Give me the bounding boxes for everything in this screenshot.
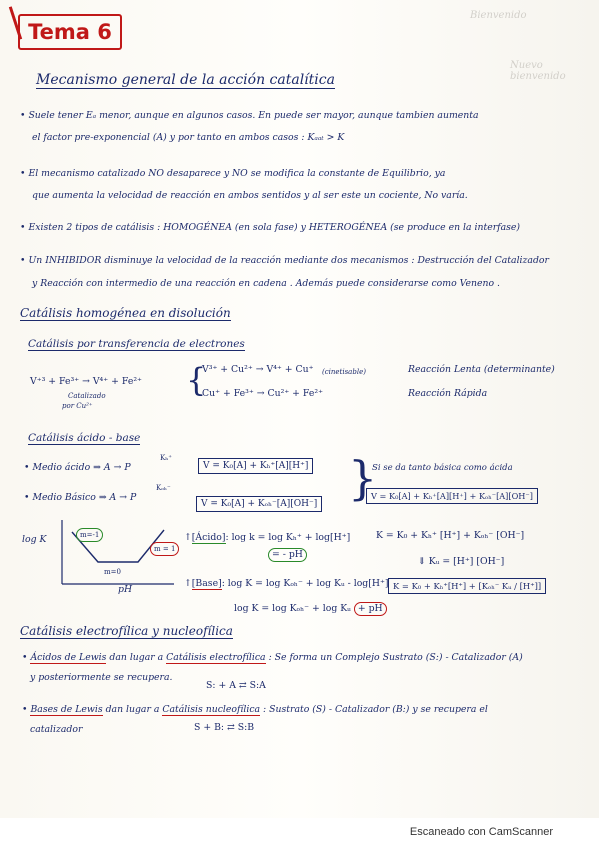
bullet-line-2: el factor pre-exponencial (A) y por tanto en ambos casos : Kₐₐₜ > K (32, 132, 345, 143)
base-dependence-2: log K = log Kₒₕ⁻ + log Kᵤ + pH (234, 602, 387, 616)
box-rate-combined: V = K₀[A] + Kₕ⁺[A][H⁺] + Kₒₕ⁻[A][OH⁻] (366, 488, 538, 504)
kw-equation: ⇓ Kᵤ = [H⁺] [OH⁻] (418, 556, 505, 567)
acid-base-brace: } (348, 451, 378, 505)
k-sum-equation: K = K₀ + Kₕ⁺ [H⁺] + Kₒₕ⁻ [OH⁻] (376, 530, 525, 541)
bullet-line-3: • El mecanismo catalizado NO desaparece y NO se modifica la constante de Equilibrio, ya (20, 168, 446, 179)
title-box: Tema 6 (18, 14, 122, 50)
box-rate-acid: V = K₀[A] + Kₕ⁺[A][H⁺] (198, 458, 313, 474)
acido-dependence: ↑[Ácido]: log k = log Kₕ⁺ + log[H⁺] (184, 532, 351, 543)
lewis-acid-line: • Ácidos de Lewis dan lugar a Catálisis electrofílica : Se forma un Complejo Sustrato (S:) - Catalizador (A) (22, 652, 523, 663)
slope-plus-one: m = 1 (150, 542, 179, 556)
lewis-acid-equation: S: + A ⇄ S:A (206, 680, 266, 691)
transfer-step-2-label: Reacción Rápida (408, 388, 488, 399)
scanner-watermark: Escaneado con CamScanner (409, 826, 553, 838)
transfer-step-1-note: (cinetisable) (322, 368, 366, 376)
lewis-base-line: • Bases de Lewis dan lugar a Catálisis nucleofílica : Sustrato (S) - Catalizador (B:) y se recupera el (22, 704, 488, 715)
slope-minus-one: m=-1 (76, 528, 103, 542)
medio-acido-line: • Medio ácido ⇒ A → P (24, 462, 131, 473)
bullet-line-1: • Suele tener Eₐ menor, aunque en algunos casos. En puede ser mayor, aunque tambien aumenta (20, 110, 479, 121)
transfer-step-2: Cu⁺ + Fe³⁺ → Cu²⁺ + Fe²⁺ (202, 388, 323, 399)
box-rate-base: V = K₀[A] + Kₒₕ⁻[A][OH⁻] (196, 496, 322, 512)
transfer-brace: { (186, 361, 207, 399)
transfer-step-1-label: Reacción Lenta (determinante) (408, 364, 555, 375)
transfer-step-1: V³⁺ + Cu²⁺ → V⁴⁺ + Cu⁺ (202, 364, 314, 375)
section-heading-electrofilica: Catálisis electrofílica y nucleofílica (20, 624, 233, 638)
lewis-base-line-2: catalizador (30, 724, 83, 735)
bullet-line-5: • Existen 2 tipos de catálisis : HOMOGÉNEA (en sola fase) y HETEROGÉNEA (se produce en la interfase) (20, 222, 521, 233)
subheading-acido-base: Catálisis ácido - base (28, 432, 141, 444)
box-k-final: K = K₀ + Kₕ⁺[H⁺] + [Kₒₕ⁻ Kᵤ / [H⁺]] (388, 578, 546, 594)
logk-axis-label: log K (22, 534, 47, 545)
lewis-base-equation: S + B: ⇄ S:B (194, 722, 255, 733)
section-heading-homogenea: Catálisis homogénea en disolución (20, 306, 231, 320)
k-base-over-arrow: Kₒₕ⁻ (156, 484, 171, 492)
scanner-footer (0, 818, 599, 848)
transfer-catalyst-note-2: por Cu²⁺ (62, 402, 93, 410)
bullet-line-6: • Un INHIBIDOR disminuye la velocidad de la reacción mediante dos mecanismos : Destrucción del Catalizador (20, 255, 549, 266)
ph-axis-label: pH (118, 584, 133, 595)
transfer-overall-reaction: V⁺³ + Fe³⁺ → V⁴⁺ + Fe²⁺ (30, 376, 142, 387)
acido-dependence-2: = - pH (268, 548, 307, 562)
base-dependence: ↑[Base]: log K = log Kₒₕ⁻ + log Kᵤ - log[H⁺] (184, 578, 389, 589)
main-heading: Mecanismo general de la acción catalítica (36, 72, 335, 88)
bleed-through-text: Bienvenido (470, 10, 527, 21)
bullet-line-7: y Reacción con intermedio de una reacción en cadena . Además puede considerarse como Veneno . (32, 278, 500, 289)
si-tanto-note: Si se da tanto básica como ácida (372, 463, 513, 473)
k-acid-over-arrow: Kₕ⁺ (160, 454, 172, 462)
transfer-catalyst-note-1: Catalizado (68, 392, 106, 400)
slope-zero: m=0 (104, 568, 121, 576)
medio-basico-line: • Medio Básico ⇒ A → P (24, 492, 137, 503)
bleed-through-scribble: Nuevo bienvenido (510, 60, 566, 82)
bullet-line-4: que aumenta la velocidad de reacción en ambos sentidos y al ser este un cociente, No varía. (32, 190, 468, 201)
lewis-acid-line-2: y posteriormente se recupera. (30, 672, 173, 683)
subheading-transferencia: Catálisis por transferencia de electrones (28, 338, 245, 350)
